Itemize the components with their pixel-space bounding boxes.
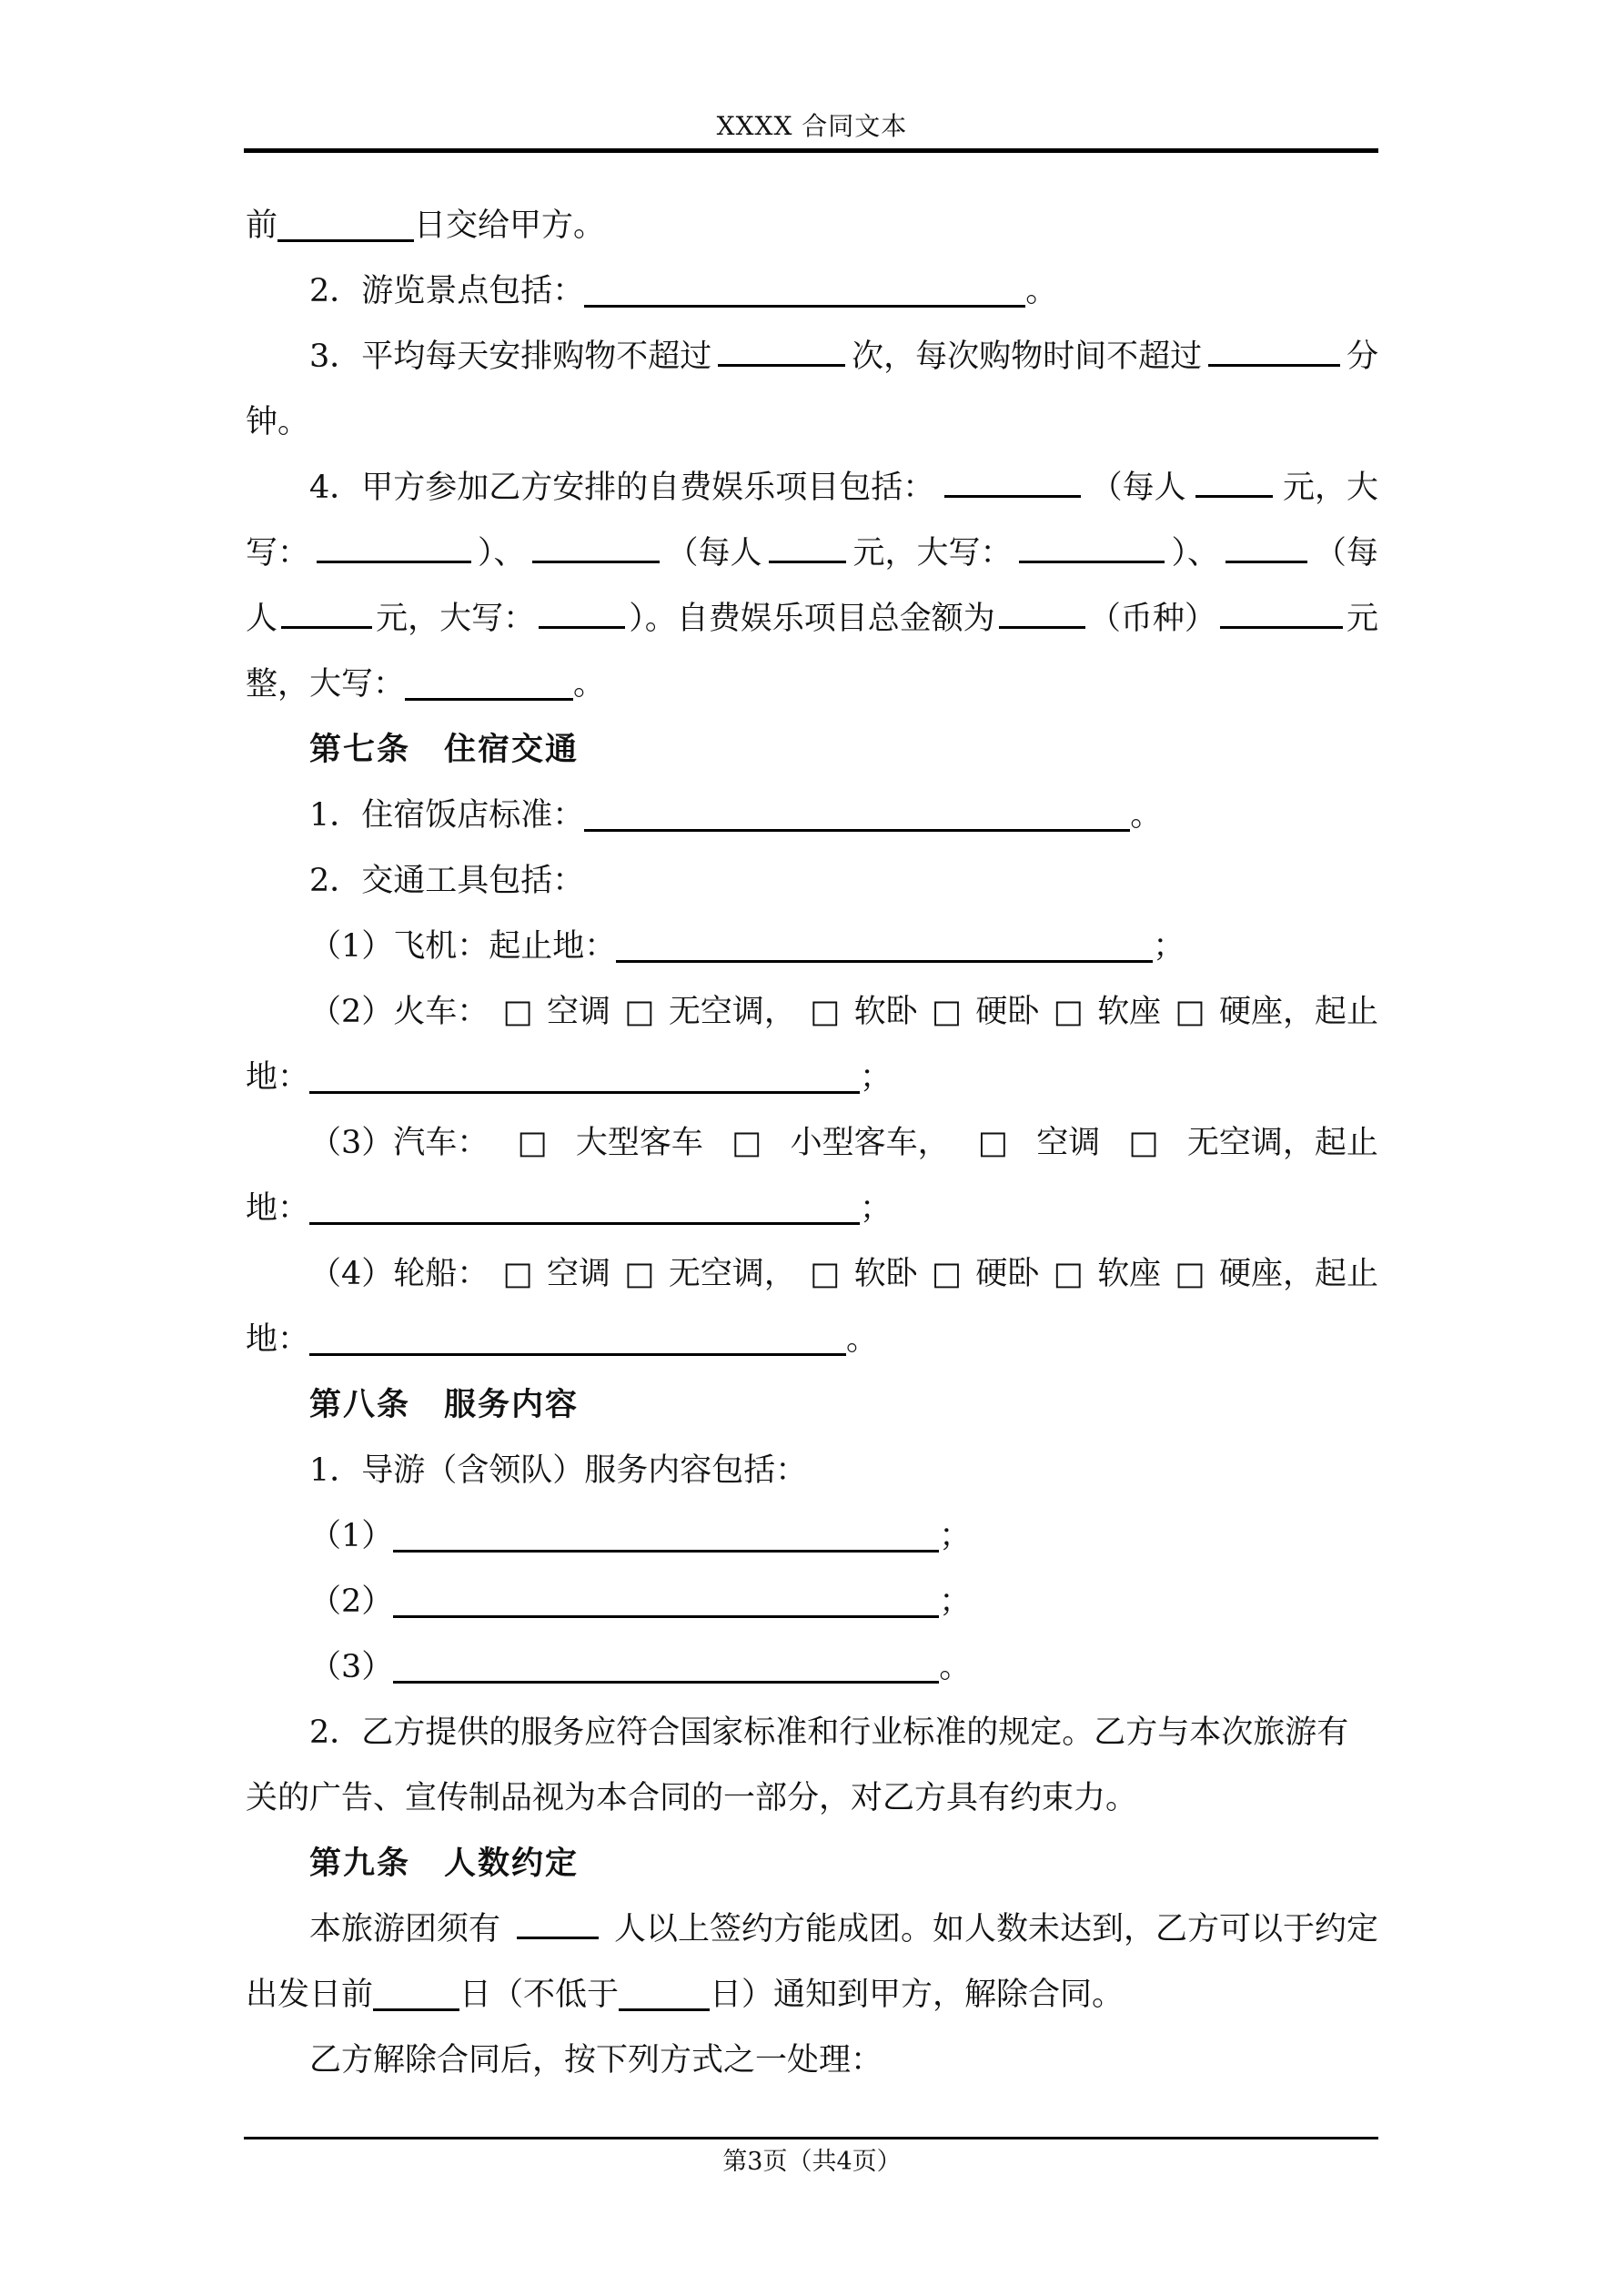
checkbox-icon: □	[810, 994, 841, 1030]
checkbox-icon: □	[1175, 1256, 1205, 1292]
text-run: 整，大写：	[246, 666, 406, 703]
text-run: 空调	[1036, 1125, 1101, 1161]
checkbox-icon: □	[810, 1256, 841, 1292]
checkbox-icon: □	[1053, 994, 1084, 1030]
checkbox-icon: □	[1128, 1125, 1159, 1161]
text-run: 地：	[246, 1321, 310, 1358]
document-line	[246, 389, 1378, 455]
document-line	[246, 1307, 1378, 1372]
fill-in-blank	[393, 1681, 939, 1684]
text-run: ）、	[477, 535, 526, 571]
fill-in-blank	[616, 960, 1153, 963]
text-run: 无空调，	[668, 1256, 796, 1292]
text-run: 元	[1346, 601, 1378, 637]
text-run: （4）轮船：	[309, 1256, 489, 1292]
fill-in-blank	[373, 2008, 459, 2011]
document-line	[246, 783, 1378, 848]
text-run: （每人	[1090, 470, 1186, 506]
text-run: 硬座，起止	[1218, 994, 1378, 1030]
text-run: ；	[1153, 928, 1185, 965]
section-heading	[246, 717, 1378, 783]
text-run: （1）	[309, 1518, 394, 1554]
text-run: 次，每次购物时间不超过	[852, 339, 1203, 375]
document-line	[246, 193, 1378, 258]
checkbox-icon: □	[731, 1125, 762, 1161]
text-run: 第九条 人数约定	[309, 1846, 580, 1882]
checkbox-icon: □	[517, 1125, 548, 1161]
checkbox-icon: □	[624, 1256, 655, 1292]
fill-in-blank	[539, 626, 625, 629]
document-line	[246, 586, 1378, 652]
text-run: 出发日前	[246, 1977, 374, 2013]
fill-in-blank	[393, 1615, 939, 1618]
text-run: （币种）	[1088, 601, 1216, 637]
fill-in-blank	[517, 1937, 599, 1939]
text-run: 人	[246, 601, 278, 637]
page-header-title: XXXX 合同文本	[716, 111, 908, 141]
text-run: 大型客车	[575, 1125, 703, 1161]
checkbox-icon: □	[624, 994, 655, 1030]
document-line	[246, 258, 1378, 324]
text-run: 1．导游（含领队）服务内容包括：	[309, 1452, 808, 1489]
text-run: 4．甲方参加乙方安排的自费娱乐项目包括：	[309, 470, 935, 506]
text-run: 人以上签约方能成团。如人数未达到，乙方可以于约定	[613, 1911, 1378, 1947]
document-line	[246, 1503, 1378, 1569]
text-run: 软卧	[853, 994, 918, 1030]
page-number: 第3页（共4页）	[722, 2148, 902, 2176]
document-line	[246, 914, 1378, 979]
document-line	[246, 521, 1378, 586]
checkbox-icon: □	[502, 994, 533, 1030]
fill-in-blank	[317, 561, 471, 563]
text-run: 第七条 住宿交通	[309, 732, 580, 768]
fill-in-blank	[718, 364, 845, 367]
document-line	[246, 324, 1378, 389]
footer-rule	[244, 2137, 1378, 2139]
fill-in-blank	[309, 1353, 846, 1356]
text-run: 乙方解除合同后，按下列方式之一处理：	[309, 2042, 883, 2079]
text-run: 。	[1130, 797, 1163, 834]
document-line	[246, 1110, 1378, 1176]
section-heading	[246, 1372, 1378, 1438]
fill-in-blank	[1019, 561, 1165, 563]
text-run: ；	[860, 1059, 893, 1096]
document-line	[246, 1765, 1378, 1831]
document-line	[246, 2028, 1378, 2093]
document-line	[246, 1962, 1378, 2028]
fill-in-blank	[532, 561, 660, 563]
text-run: 本旅游团须有	[309, 1911, 501, 1947]
document-line	[246, 1045, 1378, 1110]
text-run: 2．游览景点包括：	[309, 273, 585, 309]
text-run: （2）火车：	[309, 994, 489, 1030]
text-run: 硬卧	[975, 994, 1040, 1030]
text-run: 关的广告、宣传制品视为本合同的一部分，对乙方具有约束力。	[246, 1780, 1138, 1816]
text-run: 2．交通工具包括：	[309, 863, 585, 899]
text-run: ；	[860, 1190, 893, 1227]
document-line	[246, 1700, 1378, 1765]
fill-in-blank	[393, 1550, 939, 1553]
fill-in-blank	[944, 495, 1081, 498]
document-body	[246, 193, 1378, 2093]
text-run: 地：	[246, 1190, 310, 1227]
text-run: 。	[1025, 273, 1058, 309]
section-heading	[246, 1831, 1378, 1896]
text-run: 2．乙方提供的服务应符合国家标准和行业标准的规定。乙方与本次旅游有	[309, 1714, 1349, 1751]
document-line	[246, 979, 1378, 1045]
fill-in-blank	[584, 305, 1025, 308]
text-run: （2）	[309, 1583, 394, 1620]
document-line	[246, 1176, 1378, 1241]
text-run: 分	[1346, 339, 1378, 375]
fill-in-blank	[1226, 561, 1307, 563]
document-line	[246, 455, 1378, 521]
text-run: 日（不低于	[459, 1977, 620, 2013]
text-run: 1．住宿饭店标准：	[309, 797, 585, 834]
text-run: （每	[1314, 535, 1378, 571]
document-line	[246, 652, 1378, 717]
fill-in-blank	[619, 2008, 710, 2011]
text-run: 。	[939, 1649, 972, 1685]
text-run: ）。自费娱乐项目总金额为	[629, 601, 995, 637]
text-run: 日）通知到甲方，解除合同。	[710, 1977, 1125, 2013]
text-run: 硬座，起止	[1218, 1256, 1378, 1292]
header-rule	[244, 148, 1378, 153]
text-run: 硬卧	[975, 1256, 1040, 1292]
text-run: ；	[939, 1518, 972, 1554]
text-run: 写：	[246, 535, 310, 571]
fill-in-blank	[405, 698, 573, 701]
text-run: ；	[939, 1583, 972, 1620]
fill-in-blank	[999, 626, 1085, 629]
fill-in-blank	[277, 239, 414, 242]
text-run: 无空调，	[668, 994, 796, 1030]
checkbox-icon: □	[1175, 994, 1205, 1030]
fill-in-blank	[309, 1091, 860, 1094]
text-run: 无空调，起止	[1186, 1125, 1378, 1161]
checkbox-icon: □	[977, 1125, 1008, 1161]
checkbox-icon: □	[502, 1256, 533, 1292]
fill-in-blank	[281, 626, 372, 629]
text-run: （3）	[309, 1649, 394, 1685]
document-line	[246, 1896, 1378, 1962]
text-run: 元，大写：	[376, 601, 536, 637]
text-run: 元，大	[1282, 470, 1378, 506]
checkbox-icon: □	[931, 994, 963, 1030]
text-run: （3）汽车：	[309, 1125, 489, 1161]
text-run: 第八条 服务内容	[309, 1387, 580, 1423]
checkbox-icon: □	[931, 1256, 963, 1292]
text-run: 空调	[547, 1256, 611, 1292]
text-run: 地：	[246, 1059, 310, 1096]
document-line	[246, 848, 1378, 914]
text-run: 。	[846, 1321, 879, 1358]
checkbox-icon: □	[1053, 1256, 1084, 1292]
text-run: 元，大写：	[852, 535, 1013, 571]
document-line	[246, 1241, 1378, 1307]
fill-in-blank	[769, 561, 846, 563]
text-run: 软座	[1097, 994, 1162, 1030]
text-run: 软卧	[853, 1256, 918, 1292]
text-run: 软座	[1097, 1256, 1162, 1292]
text-run: 日交给甲方。	[414, 207, 606, 244]
text-run: 空调	[547, 994, 611, 1030]
fill-in-blank	[309, 1222, 860, 1225]
text-run: 前	[246, 207, 278, 244]
text-run: （每人	[666, 535, 762, 571]
text-run: 钟。	[246, 404, 310, 440]
text-run: 3．平均每天安排购物不超过	[309, 339, 712, 375]
document-line	[246, 1634, 1378, 1700]
fill-in-blank	[584, 829, 1130, 832]
text-run: （1）飞机：起止地：	[309, 928, 617, 965]
fill-in-blank	[1208, 364, 1340, 367]
text-run: 。	[573, 666, 606, 703]
text-run: ）、	[1171, 535, 1219, 571]
fill-in-blank	[1195, 495, 1273, 498]
fill-in-blank	[1220, 626, 1343, 629]
document-line	[246, 1438, 1378, 1503]
document-line	[246, 1569, 1378, 1634]
text-run: 小型客车，	[790, 1125, 950, 1161]
